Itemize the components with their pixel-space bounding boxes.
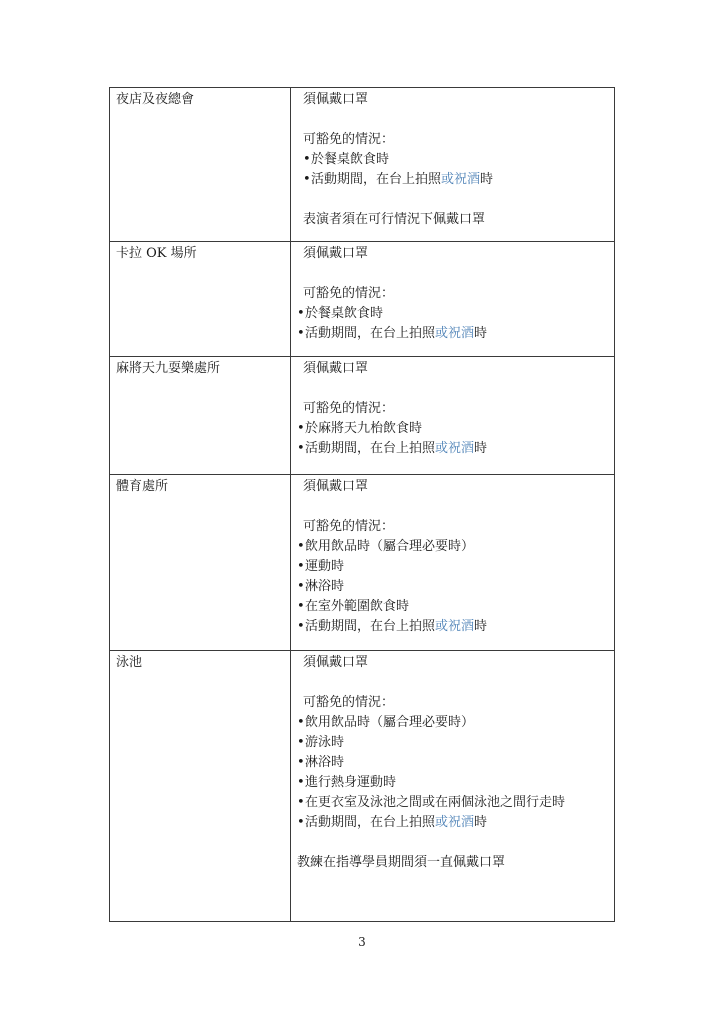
venue-cell: 夜店及夜總會 xyxy=(110,88,291,242)
list-item: •進行熱身運動時 xyxy=(297,773,608,793)
exemption-title: 可豁免的情況： xyxy=(303,519,395,534)
bullet-icon xyxy=(297,577,305,597)
requirement-cell xyxy=(291,88,615,242)
bullet-icon xyxy=(297,773,305,793)
list-item: •活動期間，在台上拍照或祝酒時 xyxy=(297,439,608,459)
requirement-cell xyxy=(291,651,615,922)
exemption-title: 可豁免的情況： xyxy=(303,695,395,710)
list-item: •活動期間，在台上拍照或祝酒時 xyxy=(297,617,608,637)
bullet-icon xyxy=(297,793,305,813)
highlighted-text: 或祝酒 xyxy=(441,172,481,187)
list-item: •於餐桌飲食時 xyxy=(297,304,608,324)
highlighted-text: 或祝酒 xyxy=(435,619,475,634)
bullet-icon xyxy=(303,150,311,170)
table-row-swimming-pool xyxy=(110,651,615,922)
requirement-cell xyxy=(291,475,615,651)
bullet-icon xyxy=(297,713,305,733)
requirement-text: 須佩戴口罩 xyxy=(303,92,369,107)
requirement-text: 須佩戴口罩 xyxy=(303,479,369,494)
bullet-icon xyxy=(297,617,305,637)
bullet-icon xyxy=(297,419,305,439)
exemption-title: 可豁免的情況： xyxy=(303,286,395,301)
table-row-mahjong xyxy=(110,357,615,475)
venue-cell: 麻將天九耍樂處所 xyxy=(110,357,291,475)
list-item: •於麻將天九枱飲食時 xyxy=(297,419,608,439)
exemption-title: 可豁免的情況： xyxy=(303,132,395,147)
exemption-title: 可豁免的情況： xyxy=(303,401,395,416)
list-item: •飲用飲品時（屬合理必要時） xyxy=(297,537,608,557)
bullet-icon xyxy=(297,557,305,577)
table-row-karaoke xyxy=(110,242,615,357)
requirement-text: 須佩戴口罩 xyxy=(303,655,369,670)
requirement-text: 須佩戴口罩 xyxy=(303,361,369,376)
table-row-sports xyxy=(110,475,615,651)
bullet-icon xyxy=(297,813,305,833)
list-item: •運動時 xyxy=(297,557,608,577)
venue-cell: 卡拉 OK 場所 xyxy=(110,242,291,357)
requirement-cell xyxy=(291,242,615,357)
requirement-text: 須佩戴口罩 xyxy=(303,246,369,261)
bullet-icon xyxy=(297,439,305,459)
list-item: •於餐桌飲食時 xyxy=(297,150,608,170)
mask-rules-table xyxy=(109,87,615,922)
highlighted-text: 或祝酒 xyxy=(435,815,475,830)
note-text: 教練在指導學員期間須一直佩戴口罩 xyxy=(297,855,506,870)
highlighted-text: 或祝酒 xyxy=(435,326,475,341)
list-item: •飲用飲品時（屬合理必要時） xyxy=(297,713,608,733)
venue-cell: 體育處所 xyxy=(110,475,291,651)
highlighted-text: 或祝酒 xyxy=(435,441,475,456)
bullet-icon xyxy=(303,170,311,190)
list-item: •在更衣室及泳池之間或在兩個泳池之間行走時 xyxy=(297,793,608,813)
bullet-icon xyxy=(297,753,305,773)
bullet-icon xyxy=(297,537,305,557)
note-text: 表演者須在可行情況下佩戴口罩 xyxy=(303,212,486,227)
table-row-nightclub xyxy=(110,88,615,242)
list-item: •游泳時 xyxy=(297,733,608,753)
venue-cell: 泳池 xyxy=(110,651,291,922)
list-item: •活動期間，在台上拍照或祝酒時 xyxy=(297,170,608,190)
list-item: •淋浴時 xyxy=(297,753,608,773)
list-item: •活動期間，在台上拍照或祝酒時 xyxy=(297,324,608,344)
list-item: •淋浴時 xyxy=(297,577,608,597)
page-number: 3 xyxy=(358,935,366,949)
bullet-icon xyxy=(297,597,305,617)
bullet-icon xyxy=(297,733,305,753)
bullet-icon xyxy=(297,304,305,324)
requirement-cell xyxy=(291,357,615,475)
list-item: •在室外範圍飲食時 xyxy=(297,597,608,617)
list-item: •活動期間，在台上拍照或祝酒時 xyxy=(297,813,608,833)
bullet-icon xyxy=(297,324,305,344)
